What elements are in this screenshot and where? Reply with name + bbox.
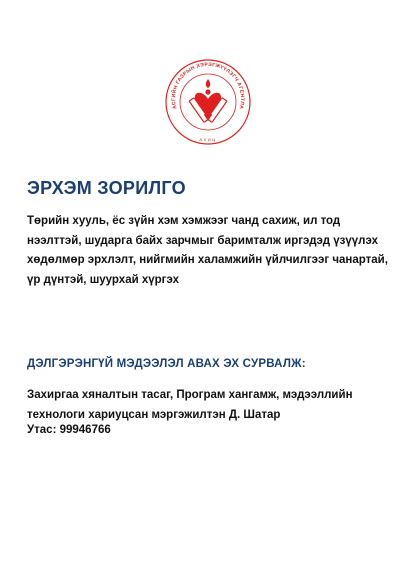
source-text: Захиргаа хяналтын тасаг, Програм хангамж, мэдээллийн технологи хариуцсан мэргэжилтэн Д. Шатар: [27, 389, 353, 421]
agency-emblem-icon: [163, 57, 253, 147]
info-heading: ДЭЛГЭРЭНГҮЙ МЭДЭЭЛЭЛ АВАХ ЭХ СУРВАЛЖ:: [27, 358, 306, 370]
logo-bottom-text: АХИЦ: [199, 137, 217, 142]
phone-number: Утас: 99946766: [27, 424, 111, 436]
mission-text: Төрийн хууль, ёс зүйн хэм хэмжээг чанд сахиж, ил тод нээлттэй, шударга байх зарчмыг баримталж иргэдэд үзүүлэх хөдөлмөр эрхлэлт, нийгмийн халамжийн үйлчилгээг чанартай, үр дүнтэй, шуурхай хүргэх: [27, 215, 388, 286]
logo-arc-text: АСГИЙН ГАЗРЫН ХЭРЭГЖҮҮЛЭГЧ АГЕНТЛА: [170, 61, 246, 110]
mission-title: ЭРХЭМ ЗОРИЛГО: [27, 178, 186, 198]
agency-logo: [163, 57, 253, 147]
